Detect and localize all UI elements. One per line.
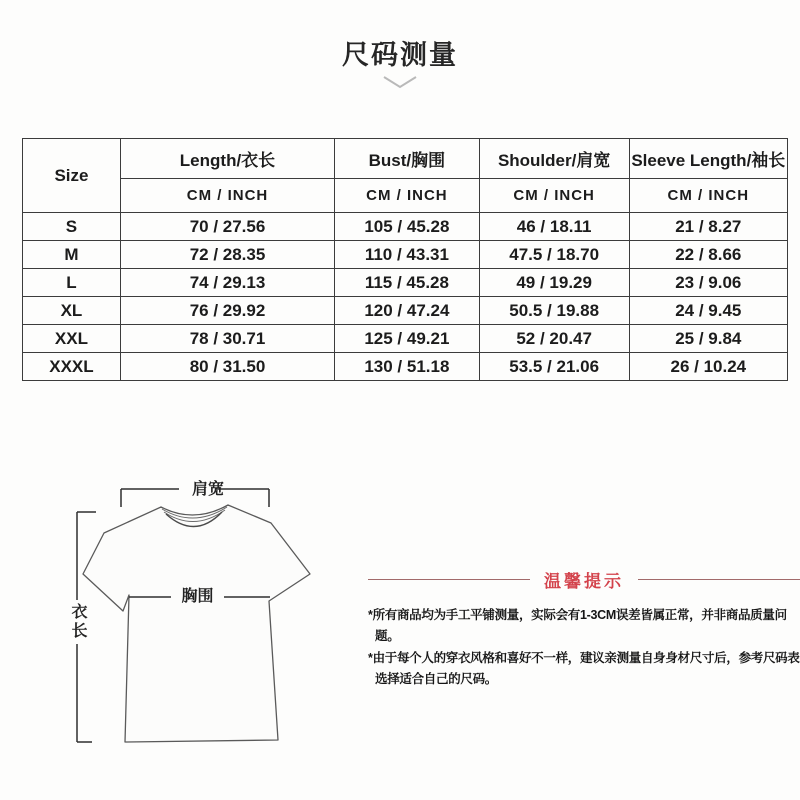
size-table <box>22 138 788 381</box>
size-cell: XXL <box>23 325 121 353</box>
tips-header <box>368 567 800 592</box>
table-row <box>23 297 788 325</box>
page-title: 尺码测量 <box>342 40 458 70</box>
sleeve-cell: 22 / 8.66 <box>629 241 787 269</box>
col-header-sleeve: Sleeve Length/袖长 <box>629 139 787 179</box>
tips-section <box>368 567 800 691</box>
tips-title: 温馨提示 <box>544 572 624 591</box>
chevron-down-icon <box>383 76 417 89</box>
sleeve-cell: 26 / 10.24 <box>629 353 787 381</box>
page-header <box>0 33 800 89</box>
shoulder-cell: 50.5 / 19.88 <box>479 297 629 325</box>
shoulder-cell: 52 / 20.47 <box>479 325 629 353</box>
table-unit-row <box>23 179 788 213</box>
sleeve-cell: 24 / 9.45 <box>629 297 787 325</box>
size-cell: XXXL <box>23 353 121 381</box>
col-header-size: Size <box>23 139 121 213</box>
tip-line: *所有商品均为手工平铺测量，实际会有1-3CM误差皆属正常，并非商品质量问题。 <box>368 608 787 643</box>
bust-cell: 105 / 45.28 <box>335 213 480 241</box>
size-cell: XL <box>23 297 121 325</box>
length-cell: 74 / 29.13 <box>120 269 334 297</box>
table-row <box>23 325 788 353</box>
length-cell: 76 / 29.92 <box>120 297 334 325</box>
sleeve-cell: 21 / 8.27 <box>629 213 787 241</box>
shoulder-width-label: 肩宽 <box>191 481 224 498</box>
shoulder-cell: 47.5 / 18.70 <box>479 241 629 269</box>
table-row <box>23 213 788 241</box>
size-cell: M <box>23 241 121 269</box>
size-table-section <box>22 138 788 381</box>
garment-length-label: 衣长 <box>69 603 86 641</box>
length-cell: 80 / 31.50 <box>120 353 334 381</box>
sleeve-cell: 25 / 9.84 <box>629 325 787 353</box>
unit-label-length: CM / INCH <box>120 179 334 213</box>
table-row <box>23 269 788 297</box>
col-header-length: Length/衣长 <box>120 139 334 179</box>
shoulder-cell: 46 / 18.11 <box>479 213 629 241</box>
length-cell: 78 / 30.71 <box>120 325 334 353</box>
bust-label: 胸围 <box>181 588 214 605</box>
tips-divider-right <box>638 579 800 580</box>
unit-label-bust: CM / INCH <box>335 179 480 213</box>
shoulder-cell: 53.5 / 21.06 <box>479 353 629 381</box>
table-header-row <box>23 139 788 179</box>
table-row <box>23 241 788 269</box>
length-cell: 70 / 27.56 <box>120 213 334 241</box>
shoulder-cell: 49 / 19.29 <box>479 269 629 297</box>
tshirt-measurement-diagram <box>58 455 358 755</box>
table-row <box>23 353 788 381</box>
bust-cell: 110 / 43.31 <box>335 241 480 269</box>
bust-cell: 120 / 47.24 <box>335 297 480 325</box>
tip-line: *由于每个人的穿衣风格和喜好不一样，建议亲测量自身身材尺寸后，参考尺码表选择适合自己的尺码。 <box>368 651 800 686</box>
length-cell: 72 / 28.35 <box>120 241 334 269</box>
size-cell: S <box>23 213 121 241</box>
unit-label-sleeve: CM / INCH <box>629 179 787 213</box>
sleeve-cell: 23 / 9.06 <box>629 269 787 297</box>
size-cell: L <box>23 269 121 297</box>
col-header-shoulder: Shoulder/肩宽 <box>479 139 629 179</box>
unit-label-shoulder: CM / INCH <box>479 179 629 213</box>
bust-cell: 130 / 51.18 <box>335 353 480 381</box>
col-header-bust: Bust/胸围 <box>335 139 480 179</box>
bust-cell: 115 / 45.28 <box>335 269 480 297</box>
bust-cell: 125 / 49.21 <box>335 325 480 353</box>
tips-divider-left <box>368 579 530 580</box>
